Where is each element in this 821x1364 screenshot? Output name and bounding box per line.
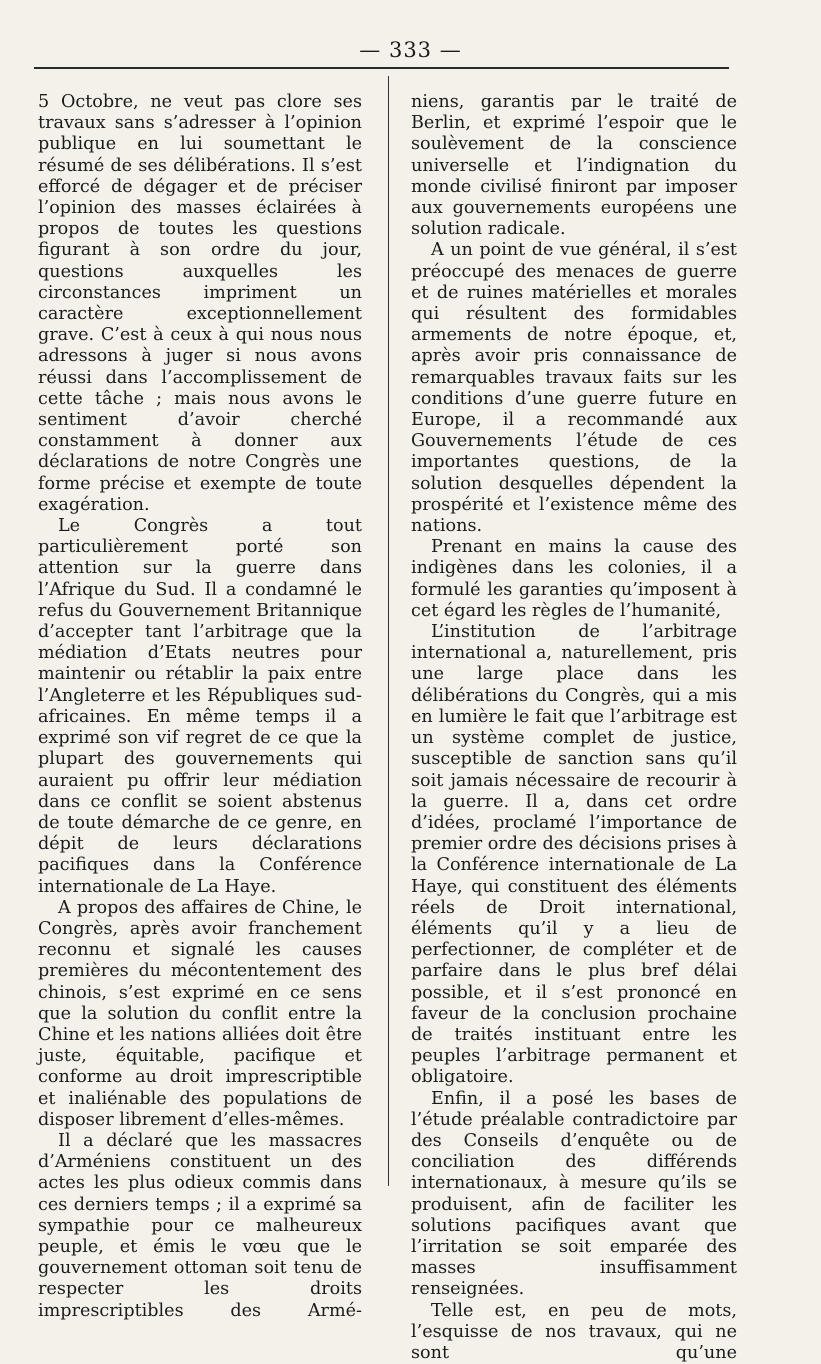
paragraph: Il a déclaré que les massacres d’Arméniens constituent un des actes les plus odieux commis dans ces derniers temps ; il a exprimé sa sympathie pour ce malheureux peuple, et émis le vœu que le gouvernement ottoman soit tenu de respecter les droits imprescriptibles des Armé- [38, 1130, 362, 1321]
header-rule [34, 67, 729, 69]
paragraph: A propos des affaires de Chine, le Congrès, après avoir franchement reconnu et signalé les causes premières du mécontentement des chinois, s’est exprimé en ce sens que la solution du conflit entre la Chine et les nations alliées doit être juste, équitable, pacifique et conforme au droit imprescriptible et inaliénable des populations de disposer librement d’elles-mêmes. [38, 897, 362, 1130]
right-column [411, 92, 737, 1364]
column-divider [388, 76, 389, 1186]
paragraph: Enfin, il a posé les bases de l’étude préalable contradictoire par des Conseils d’enquête ou de conciliation des différends internationaux, à mesure qu’ils se produisent, afin de faciliter les solutions pacifiques avant que l’irritation se soit emparée des masses insuffisamment renseignées. [411, 1088, 737, 1300]
page-number: — 333 — [359, 38, 462, 62]
paragraph: niens, garantis par le traité de Berlin, et exprimé l’espoir que le soulèvement de la conscience universelle et l’indignation du monde civilisé finiront par imposer aux gouvernements européens une solution radicale. [411, 92, 737, 240]
paragraph: 5 Octobre, ne veut pas clore ses travaux sans s’adresser à l’opinion publique en lui soumettant le résumé de ses délibérations. Il s’est efforcé de dégager et de préciser l’opinion des masses éclairées à propos de toutes les questions figurant à son ordre du jour, questions auxquelles les circonstances impriment un caractère exceptionnellement grave. C’est à ceux à qui nous nous adressons à juger si nous avons réussi dans l’accomplissement de cette tâche ; mais nous avons le sentiment d’avoir cherché constamment à donner aux déclarations de notre Congrès une forme précise et exempte de toute exagération. [38, 92, 362, 515]
paragraph: L’institution de l’arbitrage international a, naturellement, pris une large place dans les délibérations du Congrès, qui a mis en lumière le fait que l’arbitrage est un système complet de justice, susceptible de sanction sans qu’il soit jamais nécessaire de recourir à la guerre. Il a, dans cet ordre d’idées, proclamé l’importance de premier ordre des décisions prises à la Conférence internationale de La Haye, qui constituent des éléments réels de Droit international, éléments qu’il y a lieu de perfectionner, de compléter et de parfaire dans le plus bref délai possible, et il s’est prononcé en faveur de la conclusion prochaine de traités instituant entre les peuples l’arbitrage permanent et obligatoire. [411, 622, 737, 1088]
paragraph: Prenant en mains la cause des indigènes dans les colonies, il a formulé les garanties qu’imposent à cet égard les règles de l’humanité, [411, 537, 737, 621]
paragraph: Telle est, en peu de mots, l’esquisse de nos travaux, qui ne sont qu’une [411, 1300, 737, 1363]
left-column [38, 92, 362, 1322]
paragraph: A un point de vue général, il s’est préoccupé des menaces de guerre et de ruines matérielles et morales qui résultent des formidables armements de notre époque, et, après avoir pris connaissance de remarquables travaux faits sur les conditions d’une guerre future en Europe, il a recommandé aux Gouvernements l’étude de ces importantes questions, de la solution desquelles dépendent la prospérité et l’existence même des nations. [411, 240, 737, 537]
paragraph: Le Congrès a tout particulièrement porté son attention sur la guerre dans l’Afrique du Sud. Il a condamné le refus du Gouvernement Britannique d’accepter tant l’arbitrage que la médiation d’Etats neutres pour maintenir ou rétablir la paix entre l’Angleterre et les Républiques sud-africaines. En même temps il a exprimé son vif regret de ce que la plupart des gouvernements qui auraient pu offrir leur médiation dans ce conflit se soient abstenus de toute démarche de ce genre, en dépit de leurs déclarations pacifiques dans la Conférence internationale de La Haye. [38, 516, 362, 897]
